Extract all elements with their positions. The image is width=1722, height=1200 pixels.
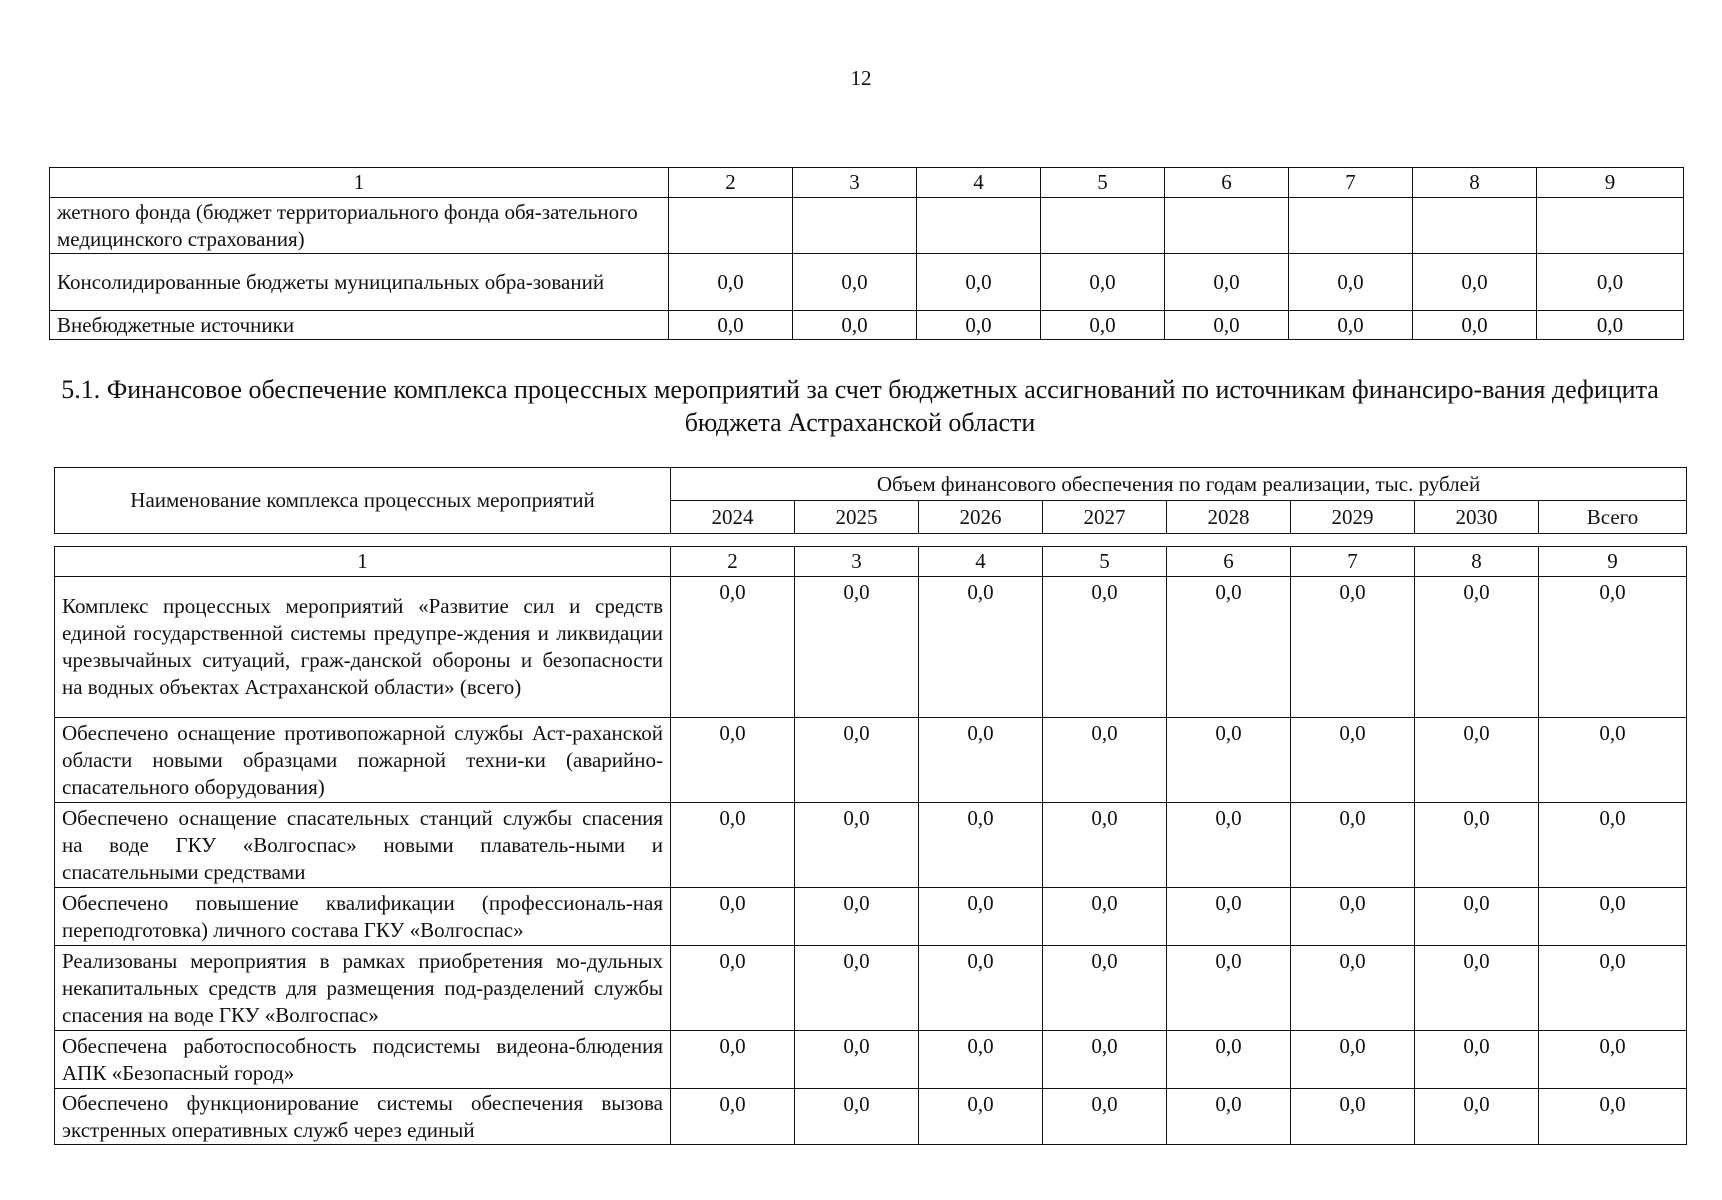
cell-value: 0,0 [795, 888, 919, 946]
cell-value: 0,0 [1415, 946, 1539, 1031]
year-header: 2024 [671, 501, 795, 534]
main-table-body [54, 546, 1687, 1145]
cell-value: 0,0 [919, 1089, 1043, 1145]
table-row [50, 198, 1684, 254]
cell-value: 0,0 [1043, 577, 1167, 718]
cell-value: 0,0 [1167, 577, 1291, 718]
cell-value: 0,0 [919, 888, 1043, 946]
cell-value: 0,0 [795, 803, 919, 888]
cell-value: 0,0 [1415, 718, 1539, 803]
cell-value: 0,0 [1289, 254, 1413, 311]
row-name: Внебюджетные источники [50, 311, 669, 340]
col-number: 9 [1539, 547, 1687, 577]
cell-value: 0,0 [1537, 254, 1684, 311]
row-name: Обеспечено оснащение противопожарной службы Аст-раханской области новыми образцами пожарной техни-ки (аварийно-спасательного оборудования) [55, 718, 671, 803]
cell-value: 0,0 [1415, 577, 1539, 718]
cell-value: 0,0 [1167, 1089, 1291, 1145]
row-name: Обеспечено функционирование системы обеспечения вызова экстренных оперативных служб через единый [55, 1089, 671, 1145]
cell-value: 0,0 [1041, 311, 1165, 340]
cell-value: 0,0 [1415, 1031, 1539, 1089]
cell-value: 0,0 [1167, 1031, 1291, 1089]
row-name: Комплекс процессных мероприятий «Развитие сил и средств единой государственной системы предупре-ждения и ликвидации чрезвычайных ситуаций, граж-данской обороны и безопасности на водных объектах Астраханской области» (всего) [55, 577, 671, 718]
page-number: 12 [850, 66, 872, 90]
cell-value: 0,0 [1539, 577, 1687, 718]
col-number: 9 [1537, 168, 1684, 198]
cell-value: 0,0 [671, 1089, 795, 1145]
cell-value [917, 198, 1041, 254]
table-row [50, 311, 1684, 340]
cell-value: 0,0 [1537, 311, 1684, 340]
col-number: 2 [671, 547, 795, 577]
col-number: 4 [917, 168, 1041, 198]
name-column-header: Наименование комплекса процессных мероприятий [55, 468, 671, 534]
column-number-row [50, 168, 1684, 198]
cell-value: 0,0 [795, 946, 919, 1031]
cell-value: 0,0 [795, 577, 919, 718]
table-row [55, 1031, 1687, 1089]
cell-value [1041, 198, 1165, 254]
cell-value: 0,0 [1415, 803, 1539, 888]
col-number: 8 [1413, 168, 1537, 198]
year-header: 2030 [1415, 501, 1539, 534]
col-number: 1 [50, 168, 669, 198]
cell-value: 0,0 [1289, 311, 1413, 340]
table-row [55, 718, 1687, 803]
cell-value: 0,0 [1539, 803, 1687, 888]
table-row [55, 888, 1687, 946]
cell-value: 0,0 [1043, 718, 1167, 803]
cell-value: 0,0 [1043, 946, 1167, 1031]
cell-value: 0,0 [1043, 803, 1167, 888]
col-number: 4 [919, 547, 1043, 577]
cell-value [1413, 198, 1537, 254]
col-number: 2 [669, 168, 793, 198]
col-number: 1 [55, 547, 671, 577]
cell-value: 0,0 [919, 718, 1043, 803]
cell-value: 0,0 [795, 1031, 919, 1089]
table-row [55, 803, 1687, 888]
cell-value: 0,0 [671, 718, 795, 803]
cell-value: 0,0 [795, 1089, 919, 1145]
cell-value: 0,0 [1539, 888, 1687, 946]
cell-value [793, 198, 917, 254]
year-header: 2027 [1043, 501, 1167, 534]
cell-value: 0,0 [1041, 254, 1165, 311]
cell-value: 0,0 [1539, 1031, 1687, 1089]
cell-value: 0,0 [1043, 888, 1167, 946]
col-number: 5 [1041, 168, 1165, 198]
cell-value: 0,0 [793, 311, 917, 340]
cell-value: 0,0 [1167, 946, 1291, 1031]
cell-value [1537, 198, 1684, 254]
cell-value: 0,0 [1291, 1031, 1415, 1089]
total-header: Всего [1539, 501, 1687, 534]
cell-value: 0,0 [1291, 946, 1415, 1031]
col-number: 7 [1291, 547, 1415, 577]
cell-value: 0,0 [1167, 718, 1291, 803]
year-header: 2026 [919, 501, 1043, 534]
year-header: 2025 [795, 501, 919, 534]
col-number: 8 [1415, 547, 1539, 577]
cell-value: 0,0 [1539, 1089, 1687, 1145]
cell-value [1165, 198, 1289, 254]
row-name: жетного фонда (бюджет территориального фонда обя-зательного медицинского страхования) [50, 198, 669, 254]
cell-value: 0,0 [1291, 1089, 1415, 1145]
cell-value: 0,0 [1291, 718, 1415, 803]
cell-value: 0,0 [671, 1031, 795, 1089]
cell-value [1289, 198, 1413, 254]
cell-value: 0,0 [1415, 888, 1539, 946]
cell-value: 0,0 [671, 888, 795, 946]
row-name: Консолидированные бюджеты муниципальных обра-зований [50, 254, 669, 311]
cell-value: 0,0 [671, 803, 795, 888]
table-row [55, 946, 1687, 1031]
col-number: 5 [1043, 547, 1167, 577]
cell-value: 0,0 [919, 577, 1043, 718]
cell-value: 0,0 [1043, 1031, 1167, 1089]
col-number: 6 [1165, 168, 1289, 198]
cell-value: 0,0 [1167, 803, 1291, 888]
col-number: 6 [1167, 547, 1291, 577]
cell-value: 0,0 [671, 577, 795, 718]
col-number: 7 [1289, 168, 1413, 198]
cell-value: 0,0 [1291, 888, 1415, 946]
cell-value: 0,0 [919, 803, 1043, 888]
col-number: 3 [795, 547, 919, 577]
cell-value: 0,0 [793, 254, 917, 311]
cell-value: 0,0 [1043, 1089, 1167, 1145]
cell-value: 0,0 [1165, 254, 1289, 311]
main-table-header [54, 467, 1687, 534]
cell-value: 0,0 [1165, 311, 1289, 340]
group-column-header: Объем финансового обеспечения по годам реализации, тыс. рублей [671, 468, 1687, 501]
table-row [55, 577, 1687, 718]
table-row [55, 1089, 1687, 1145]
cell-value: 0,0 [917, 254, 1041, 311]
year-header: 2029 [1291, 501, 1415, 534]
section-title: 5.1. Финансовое обеспечение комплекса процессных мероприятий за счет бюджетных ассигнований по источникам финансиро-вания дефицита бюджета Астраханской области [61, 375, 1659, 437]
row-name: Обеспечена работоспособность подсистемы видеона-блюдения АПК «Безопасный город» [55, 1031, 671, 1089]
cell-value: 0,0 [1539, 718, 1687, 803]
column-number-row [55, 547, 1687, 577]
cell-value: 0,0 [1415, 1089, 1539, 1145]
cell-value: 0,0 [919, 946, 1043, 1031]
table-row [50, 254, 1684, 311]
cell-value: 0,0 [795, 718, 919, 803]
cell-value: 0,0 [919, 1031, 1043, 1089]
cell-value: 0,0 [1291, 803, 1415, 888]
cell-value: 0,0 [669, 254, 793, 311]
cell-value: 0,0 [917, 311, 1041, 340]
col-number: 3 [793, 168, 917, 198]
cell-value: 0,0 [1167, 888, 1291, 946]
cell-value: 0,0 [1539, 946, 1687, 1031]
cell-value: 0,0 [1291, 577, 1415, 718]
cell-value: 0,0 [1413, 311, 1537, 340]
row-name: Обеспечено повышение квалификации (профессиональ-ная переподготовка) личного состава ГКУ «Волгоспас» [55, 888, 671, 946]
row-name: Обеспечено оснащение спасательных станций службы спасения на воде ГКУ «Волгоспас» новыми плаватель-ными и спасательными средствами [55, 803, 671, 888]
cell-value: 0,0 [1413, 254, 1537, 311]
cell-value: 0,0 [669, 311, 793, 340]
year-header: 2028 [1167, 501, 1291, 534]
continuation-table [49, 167, 1684, 340]
cell-value [669, 198, 793, 254]
cell-value: 0,0 [671, 946, 795, 1031]
row-name: Реализованы мероприятия в рамках приобретения мо-дульных некапитальных средств для размещения под-разделений службы спасения на воде ГКУ «Волгоспас» [55, 946, 671, 1031]
